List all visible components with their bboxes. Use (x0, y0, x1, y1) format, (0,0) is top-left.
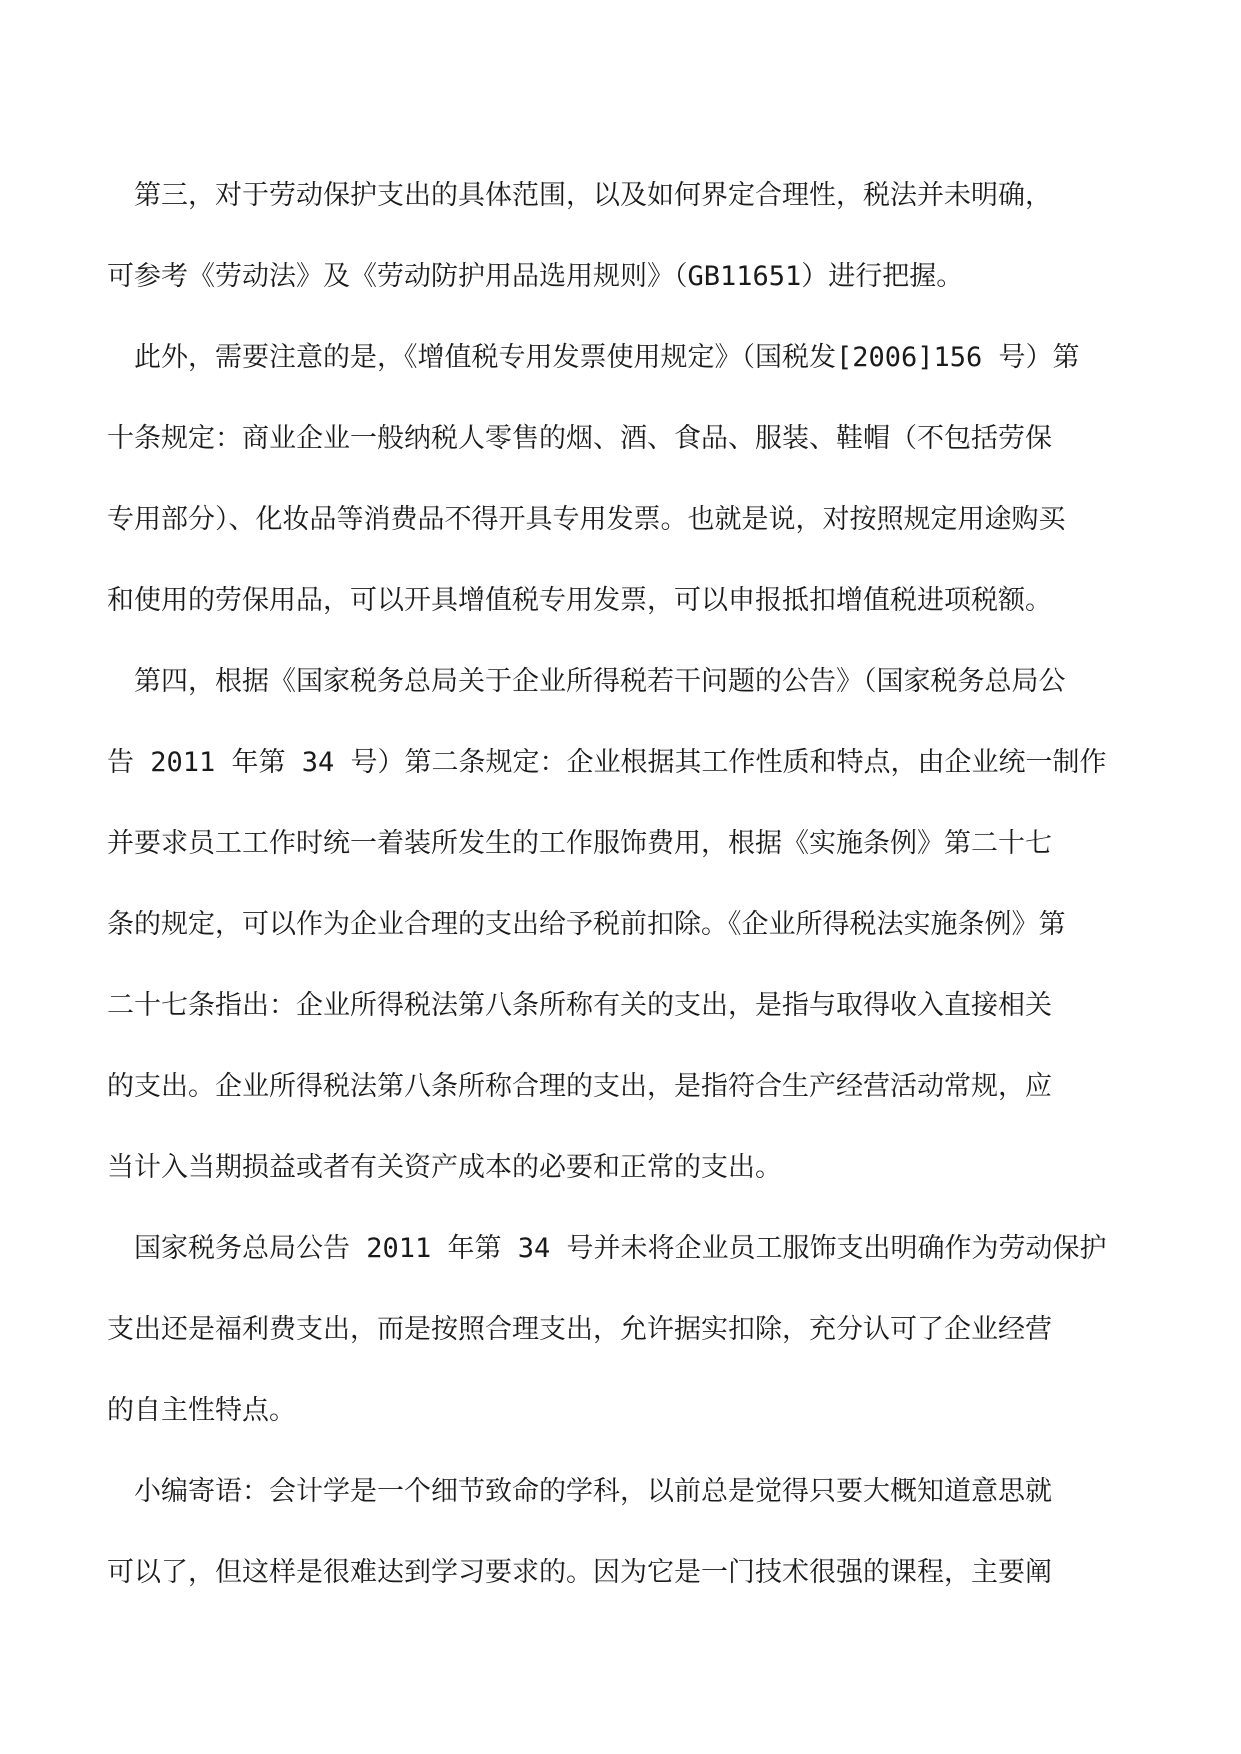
paragraph-work-clothing-deduction (107, 641, 1137, 1208)
text-line: 十条规定：商业企业一般纳税人零售的烟、酒、食品、服装、鞋帽（不包括劳保 (107, 423, 1052, 454)
text-line: 第三，对于劳动保护支出的具体范围，以及如何界定合理性，税法并未明确， (134, 180, 1052, 211)
text-line: 专用部分）、化妆品等消费品不得开具专用发票。也就是说，对按照规定用途购买 (107, 504, 1066, 535)
text-line: 当计入当期损益或者有关资产成本的必要和正常的支出。 (107, 1152, 782, 1183)
text-line: 的自主性特点。 (107, 1395, 296, 1426)
text-line: 告 2011 年第 34 号）第二条规定：企业根据其工作性质和特点，由企业统一制作 (107, 747, 1107, 778)
paragraph-labor-protection-scope (107, 155, 1137, 317)
text-line: 条的规定，可以作为企业合理的支出给予税前扣除。《企业所得税法实施条例》第 (107, 909, 1066, 940)
text-line: 可以了，但这样是很难达到学习要求的。因为它是一门技术很强的课程，主要阐 (107, 1557, 1052, 1588)
paragraph-editor-note (107, 1451, 1137, 1613)
text-line: 二十七条指出：企业所得税法第八条所称有关的支出，是指与取得收入直接相关 (107, 990, 1052, 1021)
text-line: 支出还是福利费支出，而是按照合理支出，允许据实扣除，充分认可了企业经营 (107, 1314, 1052, 1345)
text-line: 并要求员工工作时统一着装所发生的工作服饰费用，根据《实施条例》第二十七 (107, 828, 1052, 859)
text-line: 此外，需要注意的是，《增值税专用发票使用规定》（国税发[2006]156 号）第 (134, 342, 1080, 373)
paragraph-announcement-34 (107, 1208, 1137, 1451)
text-line: 小编寄语：会计学是一个细节致命的学科，以前总是觉得只要大概知道意思就 (134, 1476, 1052, 1507)
text-line: 国家税务总局公告 2011 年第 34 号并未将企业员工服饰支出明确作为劳动保护 (134, 1233, 1107, 1264)
paragraph-vat-invoice-rules (107, 317, 1137, 641)
text-line: 的支出。企业所得税法第八条所称合理的支出，是指符合生产经营活动常规，应 (107, 1071, 1052, 1102)
text-line: 第四，根据《国家税务总局关于企业所得税若干问题的公告》（国家税务总局公 (134, 666, 1066, 697)
text-line: 和使用的劳保用品，可以开具增值税专用发票，可以申报抵扣增值税进项税额。 (107, 585, 1052, 616)
text-line: 可参考《劳动法》及《劳动防护用品选用规则》（GB11651）进行把握。 (107, 261, 964, 292)
document-body (107, 155, 1137, 1613)
